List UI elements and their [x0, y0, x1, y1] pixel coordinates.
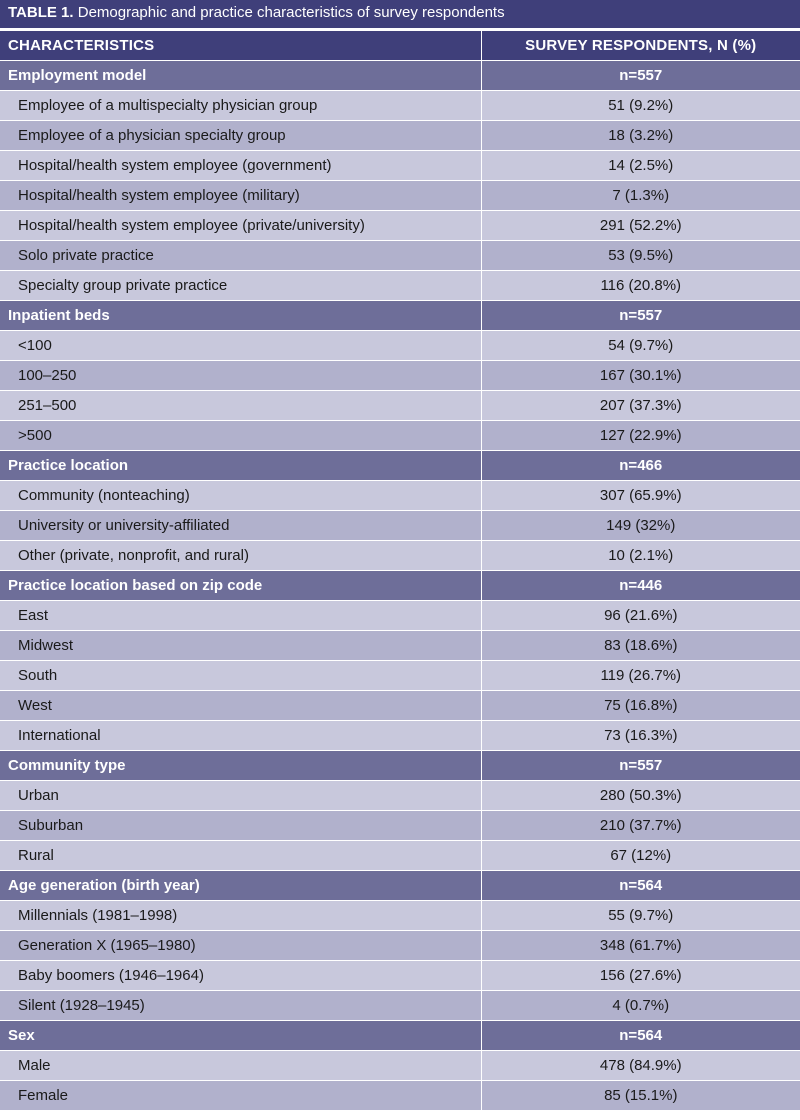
- table-row: [0, 121, 800, 151]
- respondents-cell: 10 (2.1%): [481, 541, 800, 571]
- characteristic-cell: Hospital/health system employee (military): [0, 181, 481, 211]
- respondents-cell: 73 (16.3%): [481, 721, 800, 751]
- table-row: [0, 361, 800, 391]
- respondents-cell: 127 (22.9%): [481, 421, 800, 451]
- respondents-cell: 83 (18.6%): [481, 631, 800, 661]
- respondents-cell: 67 (12%): [481, 841, 800, 871]
- table-row: [0, 841, 800, 871]
- section-count: n=564: [481, 1021, 800, 1051]
- table-row: [0, 781, 800, 811]
- section-header-row: [0, 1021, 800, 1051]
- characteristic-cell: Baby boomers (1946–1964): [0, 961, 481, 991]
- respondents-cell: 51 (9.2%): [481, 91, 800, 121]
- respondents-cell: 14 (2.5%): [481, 151, 800, 181]
- table-row: [0, 481, 800, 511]
- characteristic-cell: Urban: [0, 781, 481, 811]
- respondents-cell: 55 (9.7%): [481, 901, 800, 931]
- table-label: TABLE 1.: [8, 4, 74, 21]
- respondents-cell: 4 (0.7%): [481, 991, 800, 1021]
- respondents-cell: 291 (52.2%): [481, 211, 800, 241]
- respondents-cell: 75 (16.8%): [481, 691, 800, 721]
- characteristics-table: [0, 30, 800, 1111]
- section-header-row: [0, 301, 800, 331]
- characteristic-cell: Millennials (1981–1998): [0, 901, 481, 931]
- characteristic-cell: Male: [0, 1051, 481, 1081]
- section-header-row: [0, 571, 800, 601]
- respondents-cell: 7 (1.3%): [481, 181, 800, 211]
- table-row: [0, 151, 800, 181]
- table-row: [0, 91, 800, 121]
- respondents-cell: 149 (32%): [481, 511, 800, 541]
- section-name: Employment model: [0, 61, 481, 91]
- respondents-cell: 119 (26.7%): [481, 661, 800, 691]
- section-name: Practice location: [0, 451, 481, 481]
- characteristic-cell: 251–500: [0, 391, 481, 421]
- table-title: [0, 0, 800, 30]
- column-header-respondents: SURVEY RESPONDENTS, N (%): [481, 31, 800, 61]
- table-row: [0, 331, 800, 361]
- table-row: [0, 541, 800, 571]
- characteristic-cell: Generation X (1965–1980): [0, 931, 481, 961]
- table-row: [0, 1051, 800, 1081]
- respondents-cell: 207 (37.3%): [481, 391, 800, 421]
- characteristic-cell: Specialty group private practice: [0, 271, 481, 301]
- characteristic-cell: >500: [0, 421, 481, 451]
- characteristic-cell: <100: [0, 331, 481, 361]
- section-header-row: [0, 451, 800, 481]
- characteristic-cell: Suburban: [0, 811, 481, 841]
- characteristic-cell: International: [0, 721, 481, 751]
- table-row: [0, 271, 800, 301]
- table-row: [0, 691, 800, 721]
- section-name: Community type: [0, 751, 481, 781]
- characteristic-cell: Female: [0, 1081, 481, 1111]
- table-row: [0, 391, 800, 421]
- section-count: n=557: [481, 61, 800, 91]
- characteristic-cell: Midwest: [0, 631, 481, 661]
- characteristic-cell: Community (nonteaching): [0, 481, 481, 511]
- table-row: [0, 811, 800, 841]
- respondents-cell: 280 (50.3%): [481, 781, 800, 811]
- section-header-row: [0, 751, 800, 781]
- characteristic-cell: Employee of a multispecialty physician group: [0, 91, 481, 121]
- respondents-cell: 210 (37.7%): [481, 811, 800, 841]
- section-count: n=557: [481, 301, 800, 331]
- respondents-cell: 478 (84.9%): [481, 1051, 800, 1081]
- column-header-characteristics: CHARACTERISTICS: [0, 31, 481, 61]
- characteristic-cell: Employee of a physician specialty group: [0, 121, 481, 151]
- table-row: [0, 661, 800, 691]
- table-row: [0, 631, 800, 661]
- respondents-cell: 18 (3.2%): [481, 121, 800, 151]
- table-row: [0, 421, 800, 451]
- respondents-cell: 85 (15.1%): [481, 1081, 800, 1111]
- table-caption: Demographic and practice characteristics of survey respondents: [77, 4, 505, 21]
- table-row: [0, 721, 800, 751]
- respondents-cell: 348 (61.7%): [481, 931, 800, 961]
- characteristic-cell: Silent (1928–1945): [0, 991, 481, 1021]
- section-header-row: [0, 871, 800, 901]
- section-count: n=564: [481, 871, 800, 901]
- table-body: [0, 61, 800, 1111]
- section-name: Sex: [0, 1021, 481, 1051]
- section-count: n=466: [481, 451, 800, 481]
- table-row: [0, 511, 800, 541]
- respondents-cell: 156 (27.6%): [481, 961, 800, 991]
- section-name: Practice location based on zip code: [0, 571, 481, 601]
- characteristic-cell: University or university-affiliated: [0, 511, 481, 541]
- characteristic-cell: South: [0, 661, 481, 691]
- characteristic-cell: Other (private, nonprofit, and rural): [0, 541, 481, 571]
- characteristic-cell: Rural: [0, 841, 481, 871]
- table-row: [0, 961, 800, 991]
- table-row: [0, 931, 800, 961]
- characteristic-cell: East: [0, 601, 481, 631]
- table-header-row: [0, 31, 800, 61]
- table-row: [0, 991, 800, 1021]
- characteristic-cell: Hospital/health system employee (private/university): [0, 211, 481, 241]
- respondents-cell: 116 (20.8%): [481, 271, 800, 301]
- section-name: Age generation (birth year): [0, 871, 481, 901]
- respondents-cell: 96 (21.6%): [481, 601, 800, 631]
- section-header-row: [0, 61, 800, 91]
- table-row: [0, 1081, 800, 1111]
- table-row: [0, 241, 800, 271]
- section-count: n=557: [481, 751, 800, 781]
- section-name: Inpatient beds: [0, 301, 481, 331]
- section-count: n=446: [481, 571, 800, 601]
- characteristic-cell: West: [0, 691, 481, 721]
- table-row: [0, 601, 800, 631]
- respondents-cell: 54 (9.7%): [481, 331, 800, 361]
- table-row: [0, 211, 800, 241]
- respondents-cell: 167 (30.1%): [481, 361, 800, 391]
- respondents-cell: 53 (9.5%): [481, 241, 800, 271]
- characteristic-cell: Solo private practice: [0, 241, 481, 271]
- respondents-cell: 307 (65.9%): [481, 481, 800, 511]
- characteristic-cell: Hospital/health system employee (government): [0, 151, 481, 181]
- characteristic-cell: 100–250: [0, 361, 481, 391]
- table-row: [0, 181, 800, 211]
- table-row: [0, 901, 800, 931]
